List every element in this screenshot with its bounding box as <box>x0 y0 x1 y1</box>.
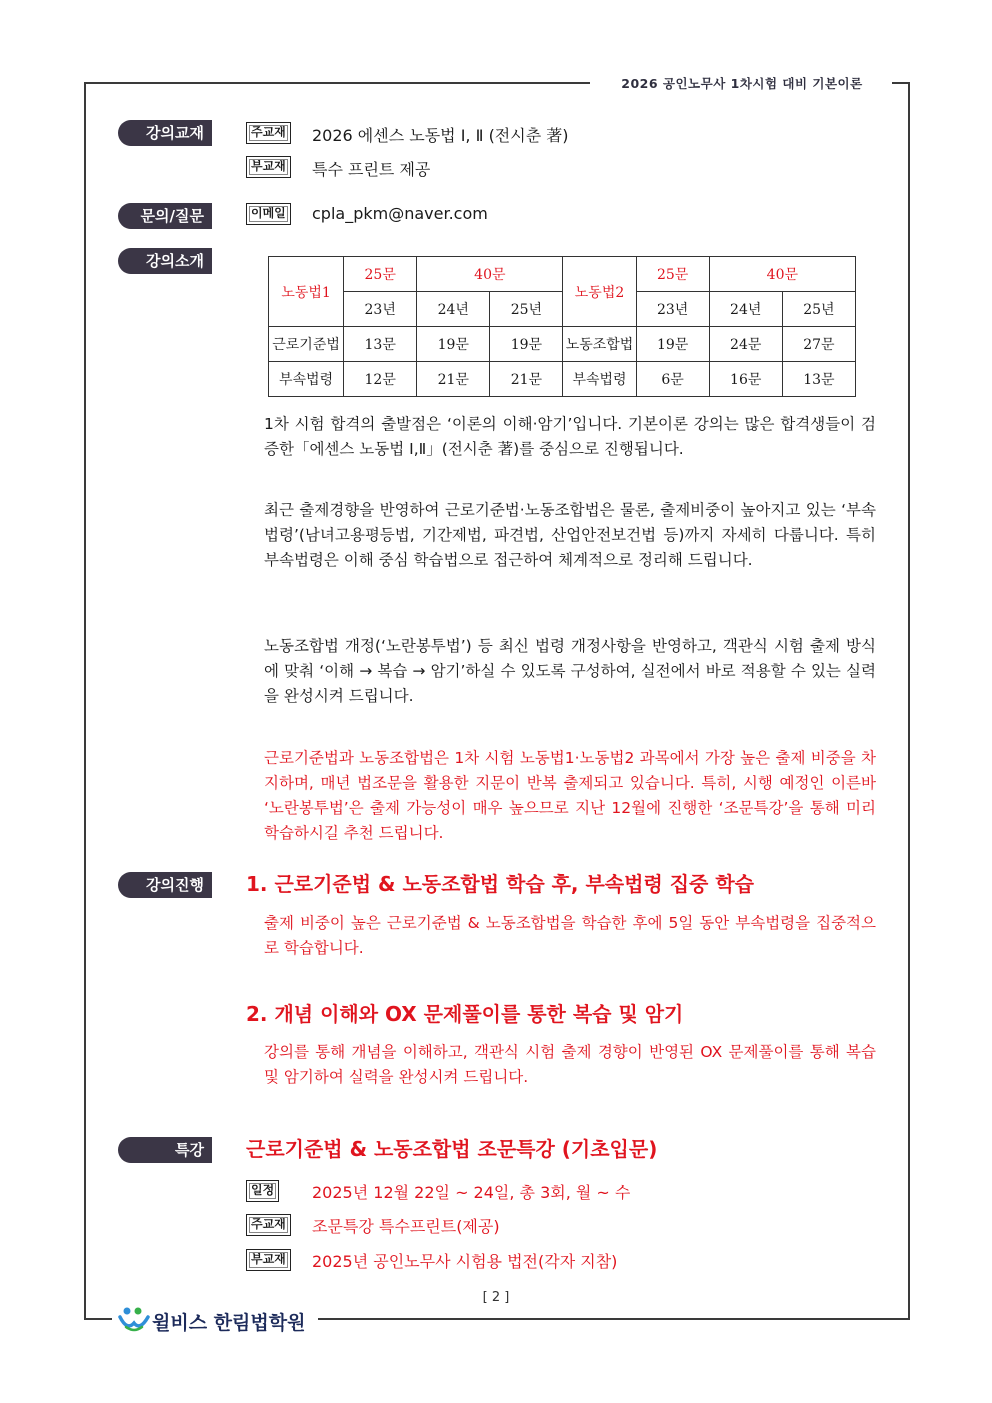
law1-year-24: 24년 <box>417 292 490 327</box>
email-tag: 이메일 <box>246 203 291 225</box>
row-label: 근로기준법 <box>269 327 344 362</box>
law1-header: 노동법1 <box>269 257 344 327</box>
frame-left-line <box>84 82 86 1318</box>
page-header-title: 2026 공인노무사 1차시험 대비 기본이론 <box>621 76 863 91</box>
law2-header: 노동법2 <box>563 257 636 327</box>
special-lecture-title: 근로기준법 & 노동조합법 조문특강 (기초입문) <box>246 1137 658 1161</box>
special-main-tag: 주교재 <box>246 1214 291 1236</box>
intro-paragraph-4: 근로기준법과 노동조합법은 1차 시험 노동법1·노동법2 과목에서 가장 높은 출제 비중을 차지하며, 매년 법조문을 활용한 지문이 반복 출제되고 있습니다. 특히, 시행 예정인 이른바 ‘노란봉투법’은 출제 가능성이 매우 높으므로 지난 12월에 진행한 ‘조문특강’을 통해 미리 학습하시길 추천 드립니다. <box>264 749 876 842</box>
law1-40q-header: 40문 <box>417 257 563 292</box>
page-number: [ 2 ] <box>482 1290 510 1305</box>
section-tab-intro: 강의소개 <box>118 248 212 274</box>
exam-stats-table <box>268 256 856 397</box>
table-cell: 21문 <box>490 362 563 397</box>
table-cell: 13문 <box>344 327 417 362</box>
table-cell: 19문 <box>636 327 709 362</box>
frame-bottom-line-left <box>84 1318 112 1320</box>
row-label: 부속법령 <box>269 362 344 397</box>
sub-textbook-value: 특수 프린트 제공 <box>312 160 431 179</box>
intro-paragraph-3: 노동조합법 개정(‘노란봉투법’) 등 최신 법령 개정사항을 반영하고, 객관식 시험 출제 방식에 맞춰 ‘이해 → 복습 → 암기’하실 수 있도록 구성하여, 실전에서 바로 적용할 수 있는 실력을 완성시켜 드립니다. <box>264 637 876 705</box>
table-cell: 24문 <box>709 327 782 362</box>
table-cell: 6문 <box>636 362 709 397</box>
row-label: 노동조합법 <box>563 327 636 362</box>
section-tab-inquiry: 문의/질문 <box>118 203 212 229</box>
law2-25q-header: 25문 <box>636 257 709 292</box>
progress-heading-1: 1. 근로기준법 & 노동조합법 학습 후, 부속법령 집중 학습 <box>246 872 754 896</box>
row-label: 부속법령 <box>563 362 636 397</box>
frame-top-line <box>84 82 590 84</box>
intro-paragraph-2: 최근 출제경향을 반영하여 근로기준법·노동조합법은 물론, 출제비중이 높아지고 있는 ‘부속법령’(남녀고용평등법, 기간제법, 파견법, 산업안전보건법 등)까지 자세히 다룹니다. 특히 부속법령은 이해 중심 학습법으로 접근하여 체계적으로 정리해 드립니다. <box>264 501 876 569</box>
intro-paragraph-1: 1차 시험 합격의 출발점은 ‘이론의 이해·암기’입니다. 기본이론 강의는 많은 합격생들이 검증한「에센스 노동법 Ⅰ,Ⅱ」(전시춘 著)를 중심으로 진행됩니다. <box>264 415 876 458</box>
schedule-tag: 일정 <box>246 1180 279 1202</box>
logo-icon <box>118 1305 150 1333</box>
table-cell: 21문 <box>417 362 490 397</box>
progress-paragraph-2: 강의를 통해 개념을 이해하고, 객관식 시험 출제 경향이 반영된 OX 문제풀이를 통해 복습 및 암기하여 실력을 완성시켜 드립니다. <box>264 1043 876 1086</box>
table-cell: 27문 <box>782 327 855 362</box>
logo-text: 윌비스 한림법학원 <box>152 1312 306 1334</box>
willbes-logo <box>118 1305 306 1334</box>
progress-heading-2: 2. 개념 이해와 OX 문제풀이를 통한 복습 및 암기 <box>246 1002 684 1026</box>
progress-paragraph-1: 출제 비중이 높은 근로기준법 & 노동조합법을 학습한 후에 5일 동안 부속법령을 집중적으로 학습합니다. <box>264 914 876 957</box>
law2-year-25: 25년 <box>782 292 855 327</box>
special-sub-value: 2025년 공인노무사 시험용 법전(각자 지참) <box>312 1252 618 1271</box>
table-cell: 13문 <box>782 362 855 397</box>
table-row <box>269 362 856 397</box>
special-sub-tag: 부교재 <box>246 1249 291 1271</box>
table-cell: 19문 <box>490 327 563 362</box>
table-cell: 16문 <box>709 362 782 397</box>
main-textbook-value: 2026 에센스 노동법 Ⅰ, Ⅱ (전시춘 著) <box>312 126 569 145</box>
law2-40q-header: 40문 <box>709 257 855 292</box>
schedule-value: 2025년 12월 22일 ~ 24일, 총 3회, 월 ~ 수 <box>312 1183 631 1202</box>
section-tab-special: 특강 <box>118 1137 212 1163</box>
frame-bottom-line <box>318 1318 910 1320</box>
law1-25q-header: 25문 <box>344 257 417 292</box>
table-cell: 19문 <box>417 327 490 362</box>
table-cell: 12문 <box>344 362 417 397</box>
section-tab-textbook: 강의교재 <box>118 120 212 146</box>
frame-right-line <box>908 82 910 1318</box>
special-main-value: 조문특강 특수프린트(제공) <box>312 1217 500 1236</box>
section-tab-progress: 강의진행 <box>118 872 212 898</box>
law2-year-24: 24년 <box>709 292 782 327</box>
law2-year-23: 23년 <box>636 292 709 327</box>
table-row <box>269 327 856 362</box>
email-value: cpla_pkm@naver.com <box>312 204 488 223</box>
sub-textbook-tag: 부교재 <box>246 156 291 178</box>
law1-year-23: 23년 <box>344 292 417 327</box>
law1-year-25: 25년 <box>490 292 563 327</box>
main-textbook-tag: 주교재 <box>246 122 291 144</box>
